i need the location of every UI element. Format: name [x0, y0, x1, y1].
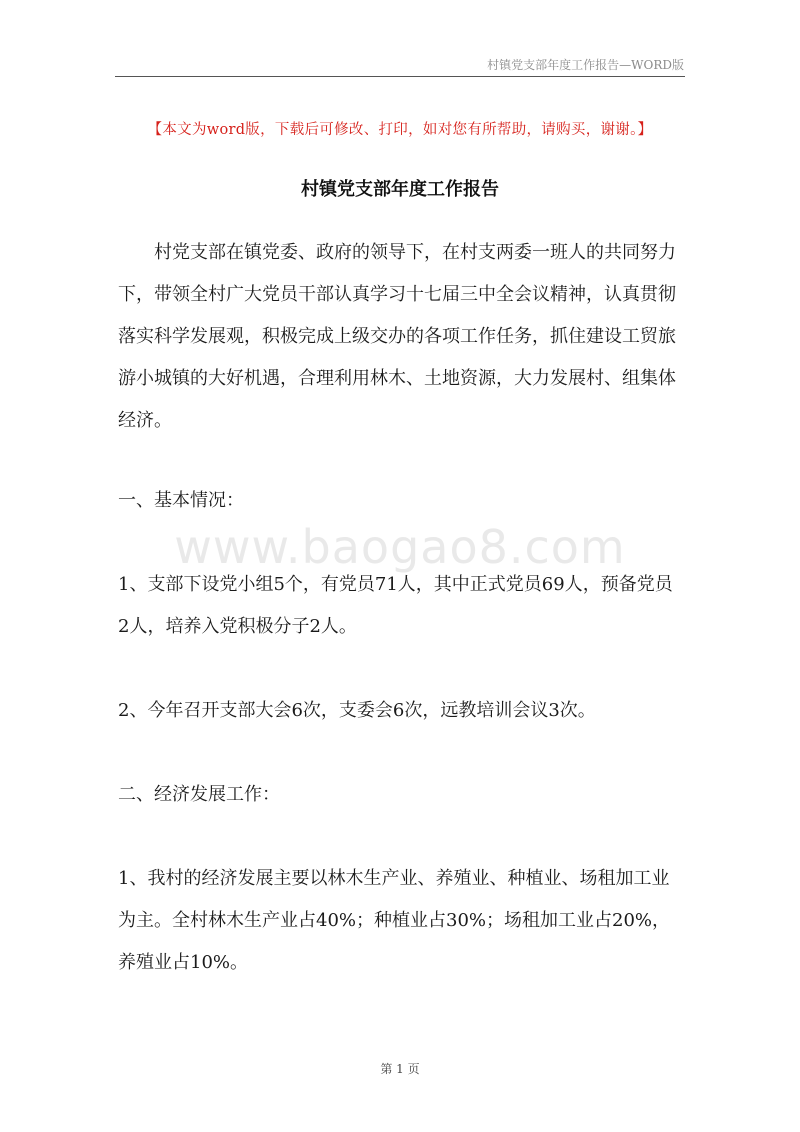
section2-heading-block [118, 774, 684, 816]
section1-heading-block [118, 480, 684, 522]
section1-item: 2、今年召开支部大会6次，支委会6次，远教培训会议3次。 [118, 700, 596, 721]
watermark: www.baogao8.com [174, 520, 626, 574]
section2-item: 1、我村的经济发展主要以林木生产业、养殖业、种植业、场租加工业为主。全村林木生产业占40%；种植业占30%；场租加工业占20%，养殖业占10%。 [118, 868, 671, 973]
intro-paragraph-block [118, 232, 684, 442]
running-header: 村镇党支部年度工作报告—WORD版 [487, 58, 684, 72]
section1-heading: 一、基本情况： [118, 490, 244, 511]
intro-paragraph: 村党支部在镇党委、政府的领导下，在村支两委一班人的共同努力下，带领全村广大党员干部认真学习十七届三中全会议精神，认真贯彻落实科学发展观，积极完成上级交办的各项工作任务，抓住建设工贸旅游小城镇的大好机遇，合理利用林木、土地资源，大力发展村、组集体经济。 [118, 242, 676, 431]
section2-item1-block [118, 858, 684, 984]
header-divider [115, 76, 685, 77]
section1-item1-block [118, 564, 684, 648]
section1-item2-block [118, 690, 684, 732]
section2-heading: 二、经济发展工作： [118, 784, 280, 805]
purchase-notice: 【本文为word版，下载后可修改、打印，如对您有所帮助，请购买，谢谢。】 [147, 122, 653, 138]
page-number: 第 1 页 [380, 1062, 420, 1076]
document-title: 村镇党支部年度工作报告 [301, 179, 499, 200]
section1-item: 1、支部下设党小组5个，有党员71人，其中正式党员69人，预备党员2人，培养入党积极分子2人。 [118, 574, 673, 637]
